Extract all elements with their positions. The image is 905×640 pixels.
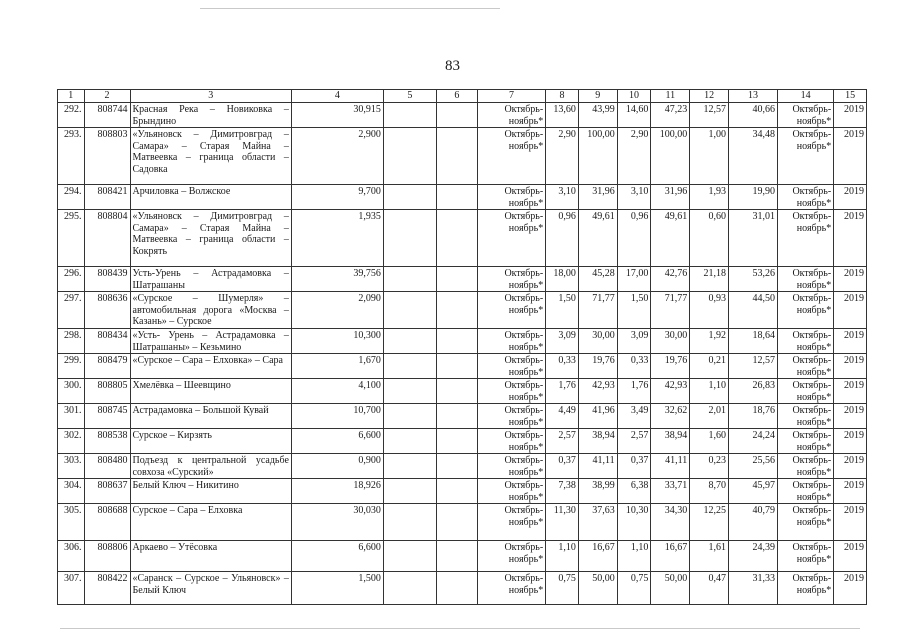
cell-v8: 1,76 [546, 379, 579, 404]
cell-code: 808479 [84, 354, 130, 379]
cell-v10: 6,38 [617, 479, 651, 504]
cell-v9: 38,99 [578, 479, 617, 504]
column-number: 13 [729, 90, 778, 103]
cell-v11: 47,23 [651, 103, 690, 128]
table-row [58, 572, 867, 605]
cell-c6 [436, 292, 477, 329]
cell-v13: 45,97 [729, 479, 778, 504]
cell-c6 [436, 479, 477, 504]
cell-c5 [383, 185, 436, 210]
cell-term: Октябрь-ноябрь* [477, 379, 545, 404]
cell-code: 808744 [84, 103, 130, 128]
cell-v10: 0,75 [617, 572, 651, 605]
cell-num: 299. [58, 354, 85, 379]
cell-term: Октябрь-ноябрь* [477, 354, 545, 379]
cell-v11: 42,93 [651, 379, 690, 404]
cell-name: «Сурское – Шумерля» – автомобильная дорога «Москва – Казань» – Сурское [130, 292, 291, 329]
cell-v8: 18,00 [546, 267, 579, 292]
cell-c5 [383, 504, 436, 541]
cell-length: 6,600 [291, 429, 383, 454]
cell-v8: 0,75 [546, 572, 579, 605]
cell-num: 296. [58, 267, 85, 292]
cell-term14: Октябрь-ноябрь* [778, 379, 834, 404]
column-number: 4 [291, 90, 383, 103]
table-row [58, 329, 867, 354]
cell-length: 18,926 [291, 479, 383, 504]
cell-code: 808538 [84, 429, 130, 454]
cell-term: Октябрь-ноябрь* [477, 454, 545, 479]
cell-code: 808439 [84, 267, 130, 292]
cell-v9: 38,94 [578, 429, 617, 454]
cell-v10: 0,33 [617, 354, 651, 379]
cell-term: Октябрь-ноябрь* [477, 103, 545, 128]
cell-v11: 49,61 [651, 210, 690, 267]
cell-year: 2019 [834, 541, 867, 572]
column-number: 10 [617, 90, 651, 103]
cell-v8: 1,50 [546, 292, 579, 329]
cell-c6 [436, 128, 477, 185]
cell-code: 808745 [84, 404, 130, 429]
cell-term: Октябрь-ноябрь* [477, 429, 545, 454]
column-number: 11 [651, 90, 690, 103]
cell-v13: 40,79 [729, 504, 778, 541]
cell-v13: 31,01 [729, 210, 778, 267]
table-row [58, 267, 867, 292]
cell-year: 2019 [834, 210, 867, 267]
cell-v11: 19,76 [651, 354, 690, 379]
cell-name: «Усть- Урень – Астрадамовка – Шатрашаны» – Кезьмино [130, 329, 291, 354]
cell-length: 4,100 [291, 379, 383, 404]
table-row [58, 479, 867, 504]
cell-v10: 0,96 [617, 210, 651, 267]
cell-length: 1,670 [291, 354, 383, 379]
cell-c5 [383, 454, 436, 479]
cell-year: 2019 [834, 354, 867, 379]
cell-year: 2019 [834, 572, 867, 605]
cell-name: Белый Ключ – Никитино [130, 479, 291, 504]
cell-c6 [436, 354, 477, 379]
cell-v9: 19,76 [578, 354, 617, 379]
cell-term14: Октябрь-ноябрь* [778, 185, 834, 210]
column-number: 9 [578, 90, 617, 103]
cell-v10: 14,60 [617, 103, 651, 128]
cell-c6 [436, 185, 477, 210]
cell-code: 808688 [84, 504, 130, 541]
cell-v10: 10,30 [617, 504, 651, 541]
cell-term14: Октябрь-ноябрь* [778, 210, 834, 267]
cell-code: 808434 [84, 329, 130, 354]
cell-v13: 25,56 [729, 454, 778, 479]
cell-length: 10,300 [291, 329, 383, 354]
cell-term14: Октябрь-ноябрь* [778, 404, 834, 429]
column-number: 8 [546, 90, 579, 103]
cell-v8: 4,49 [546, 404, 579, 429]
column-number: 5 [383, 90, 436, 103]
table-row [58, 210, 867, 267]
cell-name: «Сурское – Сара – Елховка» – Сара [130, 354, 291, 379]
scan-noise-bottom [60, 628, 860, 629]
cell-v12: 0,23 [690, 454, 729, 479]
column-number: 15 [834, 90, 867, 103]
cell-c6 [436, 103, 477, 128]
cell-c5 [383, 103, 436, 128]
table-row [58, 541, 867, 572]
cell-length: 30,030 [291, 504, 383, 541]
cell-v12: 12,57 [690, 103, 729, 128]
table-row [58, 103, 867, 128]
cell-v9: 71,77 [578, 292, 617, 329]
column-number: 3 [130, 90, 291, 103]
cell-length: 1,935 [291, 210, 383, 267]
cell-v13: 26,83 [729, 379, 778, 404]
cell-num: 292. [58, 103, 85, 128]
cell-name: Аркаево – Утёсовка [130, 541, 291, 572]
cell-v12: 1,61 [690, 541, 729, 572]
cell-length: 2,090 [291, 292, 383, 329]
cell-year: 2019 [834, 292, 867, 329]
cell-v12: 0,47 [690, 572, 729, 605]
cell-v13: 24,39 [729, 541, 778, 572]
cell-c6 [436, 404, 477, 429]
column-number-row [58, 90, 867, 103]
cell-year: 2019 [834, 267, 867, 292]
cell-c6 [436, 541, 477, 572]
cell-term14: Октябрь-ноябрь* [778, 103, 834, 128]
cell-code: 808422 [84, 572, 130, 605]
cell-term14: Октябрь-ноябрь* [778, 504, 834, 541]
cell-num: 298. [58, 329, 85, 354]
cell-v8: 3,10 [546, 185, 579, 210]
cell-term14: Октябрь-ноябрь* [778, 128, 834, 185]
cell-c5 [383, 429, 436, 454]
cell-term: Октябрь-ноябрь* [477, 185, 545, 210]
cell-v10: 2,57 [617, 429, 651, 454]
cell-v12: 0,60 [690, 210, 729, 267]
cell-v8: 2,57 [546, 429, 579, 454]
cell-name: «Саранск – Сурское – Ульяновск» – Белый Ключ [130, 572, 291, 605]
table-row [58, 128, 867, 185]
column-number: 7 [477, 90, 545, 103]
cell-v9: 45,28 [578, 267, 617, 292]
cell-c6 [436, 572, 477, 605]
cell-v8: 2,90 [546, 128, 579, 185]
cell-num: 305. [58, 504, 85, 541]
cell-c5 [383, 128, 436, 185]
cell-v13: 53,26 [729, 267, 778, 292]
cell-v11: 34,30 [651, 504, 690, 541]
cell-c5 [383, 479, 436, 504]
table-row [58, 429, 867, 454]
cell-term14: Октябрь-ноябрь* [778, 292, 834, 329]
cell-v13: 12,57 [729, 354, 778, 379]
cell-term14: Октябрь-ноябрь* [778, 429, 834, 454]
cell-name: Усть-Урень – Астрадамовка – Шатрашаны [130, 267, 291, 292]
cell-term: Октябрь-ноябрь* [477, 572, 545, 605]
cell-term: Октябрь-ноябрь* [477, 329, 545, 354]
cell-num: 303. [58, 454, 85, 479]
cell-num: 293. [58, 128, 85, 185]
cell-year: 2019 [834, 329, 867, 354]
table-row [58, 292, 867, 329]
column-number: 14 [778, 90, 834, 103]
cell-length: 39,756 [291, 267, 383, 292]
cell-v8: 13,60 [546, 103, 579, 128]
table-row [58, 454, 867, 479]
cell-code: 808805 [84, 379, 130, 404]
cell-v9: 41,11 [578, 454, 617, 479]
cell-term: Октябрь-ноябрь* [477, 504, 545, 541]
cell-num: 306. [58, 541, 85, 572]
cell-v11: 33,71 [651, 479, 690, 504]
cell-v11: 71,77 [651, 292, 690, 329]
cell-v13: 40,66 [729, 103, 778, 128]
cell-name: Хмелёвка – Шеевщино [130, 379, 291, 404]
cell-c6 [436, 267, 477, 292]
cell-code: 808804 [84, 210, 130, 267]
cell-v11: 42,76 [651, 267, 690, 292]
cell-v13: 34,48 [729, 128, 778, 185]
cell-num: 297. [58, 292, 85, 329]
column-number: 1 [58, 90, 85, 103]
cell-term: Октябрь-ноябрь* [477, 541, 545, 572]
table-body [58, 90, 867, 605]
cell-v12: 21,18 [690, 267, 729, 292]
cell-term: Октябрь-ноябрь* [477, 292, 545, 329]
cell-c5 [383, 329, 436, 354]
cell-v10: 0,37 [617, 454, 651, 479]
cell-year: 2019 [834, 454, 867, 479]
cell-num: 301. [58, 404, 85, 429]
cell-name: «Ульяновск – Димитровград – Самара» – Старая Майна – Матвеевка – граница области – Садовка [130, 128, 291, 185]
cell-v13: 19,90 [729, 185, 778, 210]
cell-term: Октябрь-ноябрь* [477, 404, 545, 429]
cell-c5 [383, 404, 436, 429]
cell-v9: 50,00 [578, 572, 617, 605]
cell-year: 2019 [834, 404, 867, 429]
table-row [58, 379, 867, 404]
cell-name: Подъезд к центральной усадьбе совхоза «Сурский» [130, 454, 291, 479]
cell-year: 2019 [834, 185, 867, 210]
cell-v11: 50,00 [651, 572, 690, 605]
cell-name: Сурское – Сара – Елховка [130, 504, 291, 541]
cell-v13: 44,50 [729, 292, 778, 329]
cell-v9: 41,96 [578, 404, 617, 429]
cell-name: Сурское – Кирзять [130, 429, 291, 454]
column-number: 6 [436, 90, 477, 103]
cell-code: 808421 [84, 185, 130, 210]
table-row [58, 504, 867, 541]
cell-year: 2019 [834, 379, 867, 404]
cell-v8: 7,38 [546, 479, 579, 504]
cell-term14: Октябрь-ноябрь* [778, 454, 834, 479]
cell-length: 2,900 [291, 128, 383, 185]
cell-v12: 0,21 [690, 354, 729, 379]
cell-v13: 24,24 [729, 429, 778, 454]
cell-v10: 3,10 [617, 185, 651, 210]
cell-c5 [383, 541, 436, 572]
cell-v9: 16,67 [578, 541, 617, 572]
cell-v11: 30,00 [651, 329, 690, 354]
cell-v10: 3,09 [617, 329, 651, 354]
cell-v12: 0,93 [690, 292, 729, 329]
cell-c6 [436, 504, 477, 541]
cell-c5 [383, 210, 436, 267]
cell-term14: Октябрь-ноябрь* [778, 479, 834, 504]
cell-term14: Октябрь-ноябрь* [778, 267, 834, 292]
cell-num: 295. [58, 210, 85, 267]
cell-length: 1,500 [291, 572, 383, 605]
cell-length: 30,915 [291, 103, 383, 128]
cell-v9: 49,61 [578, 210, 617, 267]
cell-v9: 42,93 [578, 379, 617, 404]
cell-year: 2019 [834, 479, 867, 504]
cell-v8: 0,33 [546, 354, 579, 379]
cell-v10: 3,49 [617, 404, 651, 429]
cell-code: 808637 [84, 479, 130, 504]
cell-v12: 1,60 [690, 429, 729, 454]
cell-length: 10,700 [291, 404, 383, 429]
cell-term14: Октябрь-ноябрь* [778, 329, 834, 354]
cell-num: 304. [58, 479, 85, 504]
table-row [58, 404, 867, 429]
cell-v11: 32,62 [651, 404, 690, 429]
cell-v12: 1,93 [690, 185, 729, 210]
cell-term14: Октябрь-ноябрь* [778, 572, 834, 605]
cell-length: 0,900 [291, 454, 383, 479]
cell-name: Красная Река – Новиковка – Брындино [130, 103, 291, 128]
cell-v10: 1,50 [617, 292, 651, 329]
cell-v9: 31,96 [578, 185, 617, 210]
road-registry-table [57, 89, 867, 605]
cell-num: 307. [58, 572, 85, 605]
cell-v12: 1,00 [690, 128, 729, 185]
cell-c6 [436, 379, 477, 404]
cell-name: Астрадамовка – Большой Кувай [130, 404, 291, 429]
column-number: 12 [690, 90, 729, 103]
cell-v9: 43,99 [578, 103, 617, 128]
cell-c6 [436, 329, 477, 354]
cell-name: Арчиловка – Волжское [130, 185, 291, 210]
cell-num: 300. [58, 379, 85, 404]
cell-code: 808803 [84, 128, 130, 185]
cell-v9: 37,63 [578, 504, 617, 541]
cell-v10: 17,00 [617, 267, 651, 292]
cell-v9: 100,00 [578, 128, 617, 185]
cell-term14: Октябрь-ноябрь* [778, 354, 834, 379]
cell-v10: 2,90 [617, 128, 651, 185]
cell-term14: Октябрь-ноябрь* [778, 541, 834, 572]
cell-year: 2019 [834, 103, 867, 128]
cell-length: 9,700 [291, 185, 383, 210]
cell-c5 [383, 379, 436, 404]
scan-noise-top [200, 8, 500, 9]
cell-v10: 1,76 [617, 379, 651, 404]
cell-v13: 18,64 [729, 329, 778, 354]
cell-code: 808806 [84, 541, 130, 572]
cell-v11: 38,94 [651, 429, 690, 454]
cell-c6 [436, 454, 477, 479]
cell-c5 [383, 572, 436, 605]
cell-v8: 1,10 [546, 541, 579, 572]
cell-year: 2019 [834, 504, 867, 541]
cell-v12: 2,01 [690, 404, 729, 429]
cell-name: «Ульяновск – Димитровград – Самара» – Старая Майна – Матвеевка – граница области – Кокрять [130, 210, 291, 267]
cell-v12: 8,70 [690, 479, 729, 504]
cell-num: 294. [58, 185, 85, 210]
cell-code: 808636 [84, 292, 130, 329]
cell-year: 2019 [834, 128, 867, 185]
cell-v12: 1,92 [690, 329, 729, 354]
cell-term: Октябрь-ноябрь* [477, 210, 545, 267]
cell-v8: 3,09 [546, 329, 579, 354]
cell-v8: 11,30 [546, 504, 579, 541]
cell-v11: 16,67 [651, 541, 690, 572]
cell-v12: 1,10 [690, 379, 729, 404]
cell-term: Октябрь-ноябрь* [477, 267, 545, 292]
cell-v11: 31,96 [651, 185, 690, 210]
column-number: 2 [84, 90, 130, 103]
table-row [58, 354, 867, 379]
cell-v10: 1,10 [617, 541, 651, 572]
cell-v8: 0,37 [546, 454, 579, 479]
cell-code: 808480 [84, 454, 130, 479]
cell-term: Октябрь-ноябрь* [477, 128, 545, 185]
cell-length: 6,600 [291, 541, 383, 572]
cell-v11: 100,00 [651, 128, 690, 185]
cell-v13: 18,76 [729, 404, 778, 429]
cell-c5 [383, 354, 436, 379]
table-row [58, 185, 867, 210]
cell-c6 [436, 429, 477, 454]
cell-v12: 12,25 [690, 504, 729, 541]
cell-c5 [383, 267, 436, 292]
cell-term: Октябрь-ноябрь* [477, 479, 545, 504]
cell-v9: 30,00 [578, 329, 617, 354]
cell-num: 302. [58, 429, 85, 454]
cell-v8: 0,96 [546, 210, 579, 267]
page-number: 83 [445, 58, 460, 74]
cell-c6 [436, 210, 477, 267]
cell-c5 [383, 292, 436, 329]
cell-v11: 41,11 [651, 454, 690, 479]
cell-year: 2019 [834, 429, 867, 454]
cell-v13: 31,33 [729, 572, 778, 605]
